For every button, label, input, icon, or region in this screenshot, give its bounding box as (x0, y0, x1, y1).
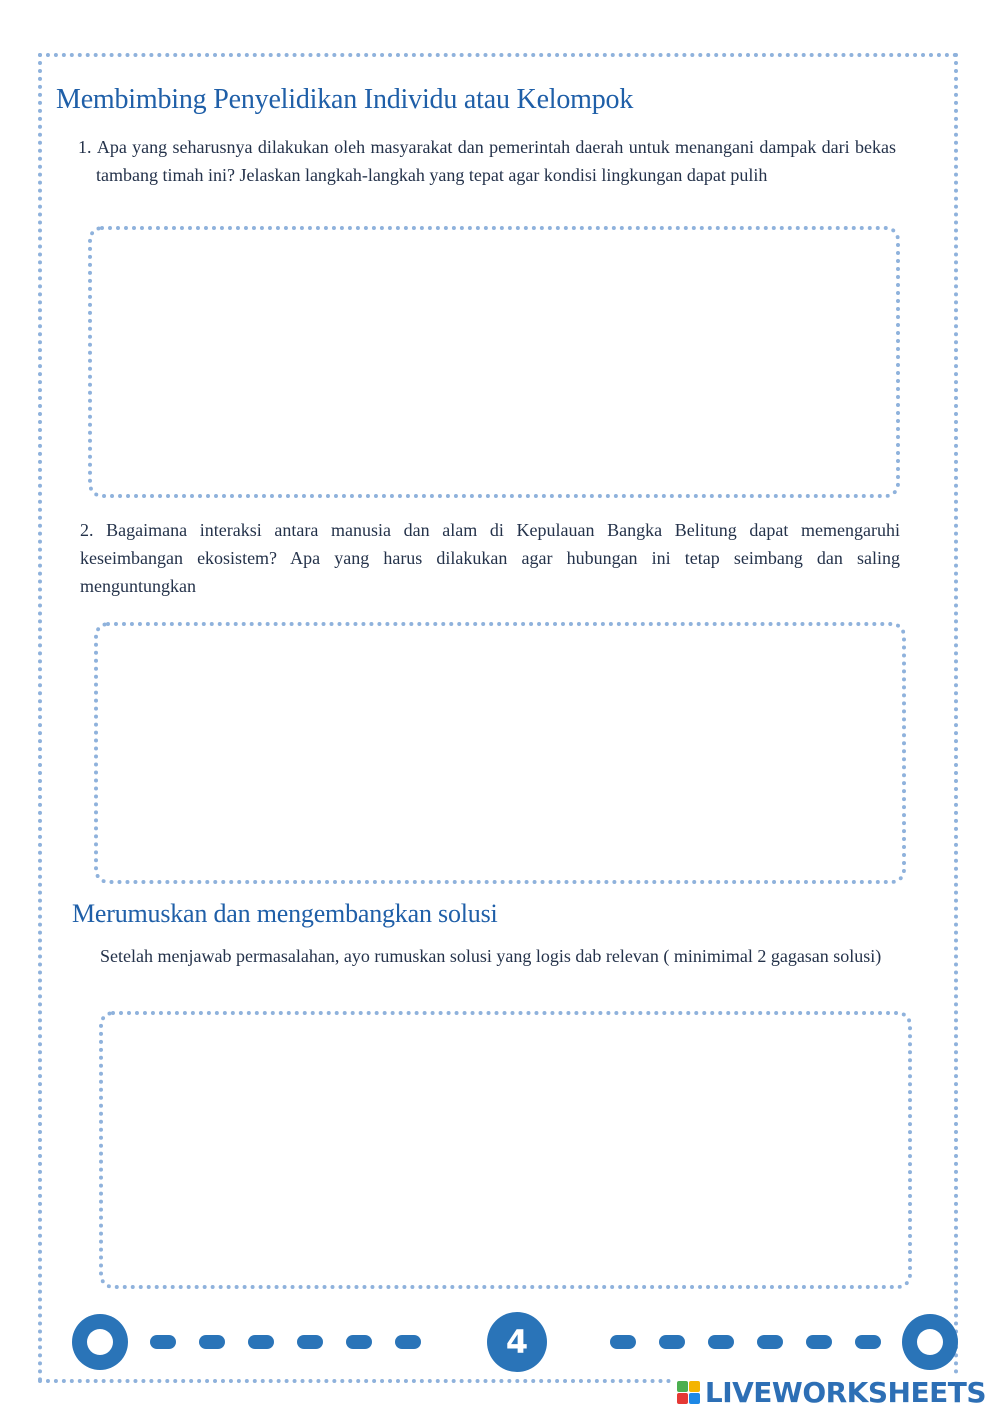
liveworksheets-mark-icon (677, 1381, 701, 1405)
question-1-text: Apa yang seharusnya dilakukan oleh masyarakat dan pemerintah daerah untuk menangani dampak dari bekas tambang timah ini? Jelaskan langkah-langkah yang tepat agar kondisi lingkungan dapat pulih (96, 137, 896, 185)
liveworksheets-logo[interactable] (673, 1376, 988, 1410)
section-title-investigation: Membimbing Penyelidikan Individu atau Kelompok (56, 84, 634, 115)
answer-box-3[interactable] (99, 1011, 912, 1289)
page-number: 4 (487, 1312, 547, 1372)
answer-box-2[interactable] (94, 622, 906, 884)
answer-box-1[interactable] (88, 226, 900, 498)
brand-name: LIVEWORKSHEETS (704, 1376, 986, 1409)
solution-prompt: Setelah menjawab permasalahan, ayo rumuskan solusi yang logis dab relevan ( minimimal 2 gagasan solusi) (100, 946, 882, 966)
question-1 (78, 133, 896, 189)
question-1-number: 1. (78, 137, 92, 157)
question-2: 2. Bagaimana interaksi antara manusia dan alam di Kepulauan Bangka Belitung dapat memengaruhi keseimbangan ekosistem? Apa yang harus dilakukan agar hubungan ini tetap seimbang dan saling menguntungkan (80, 520, 900, 596)
section-title-solution: Merumuskan dan mengembangkan solusi (72, 899, 498, 928)
